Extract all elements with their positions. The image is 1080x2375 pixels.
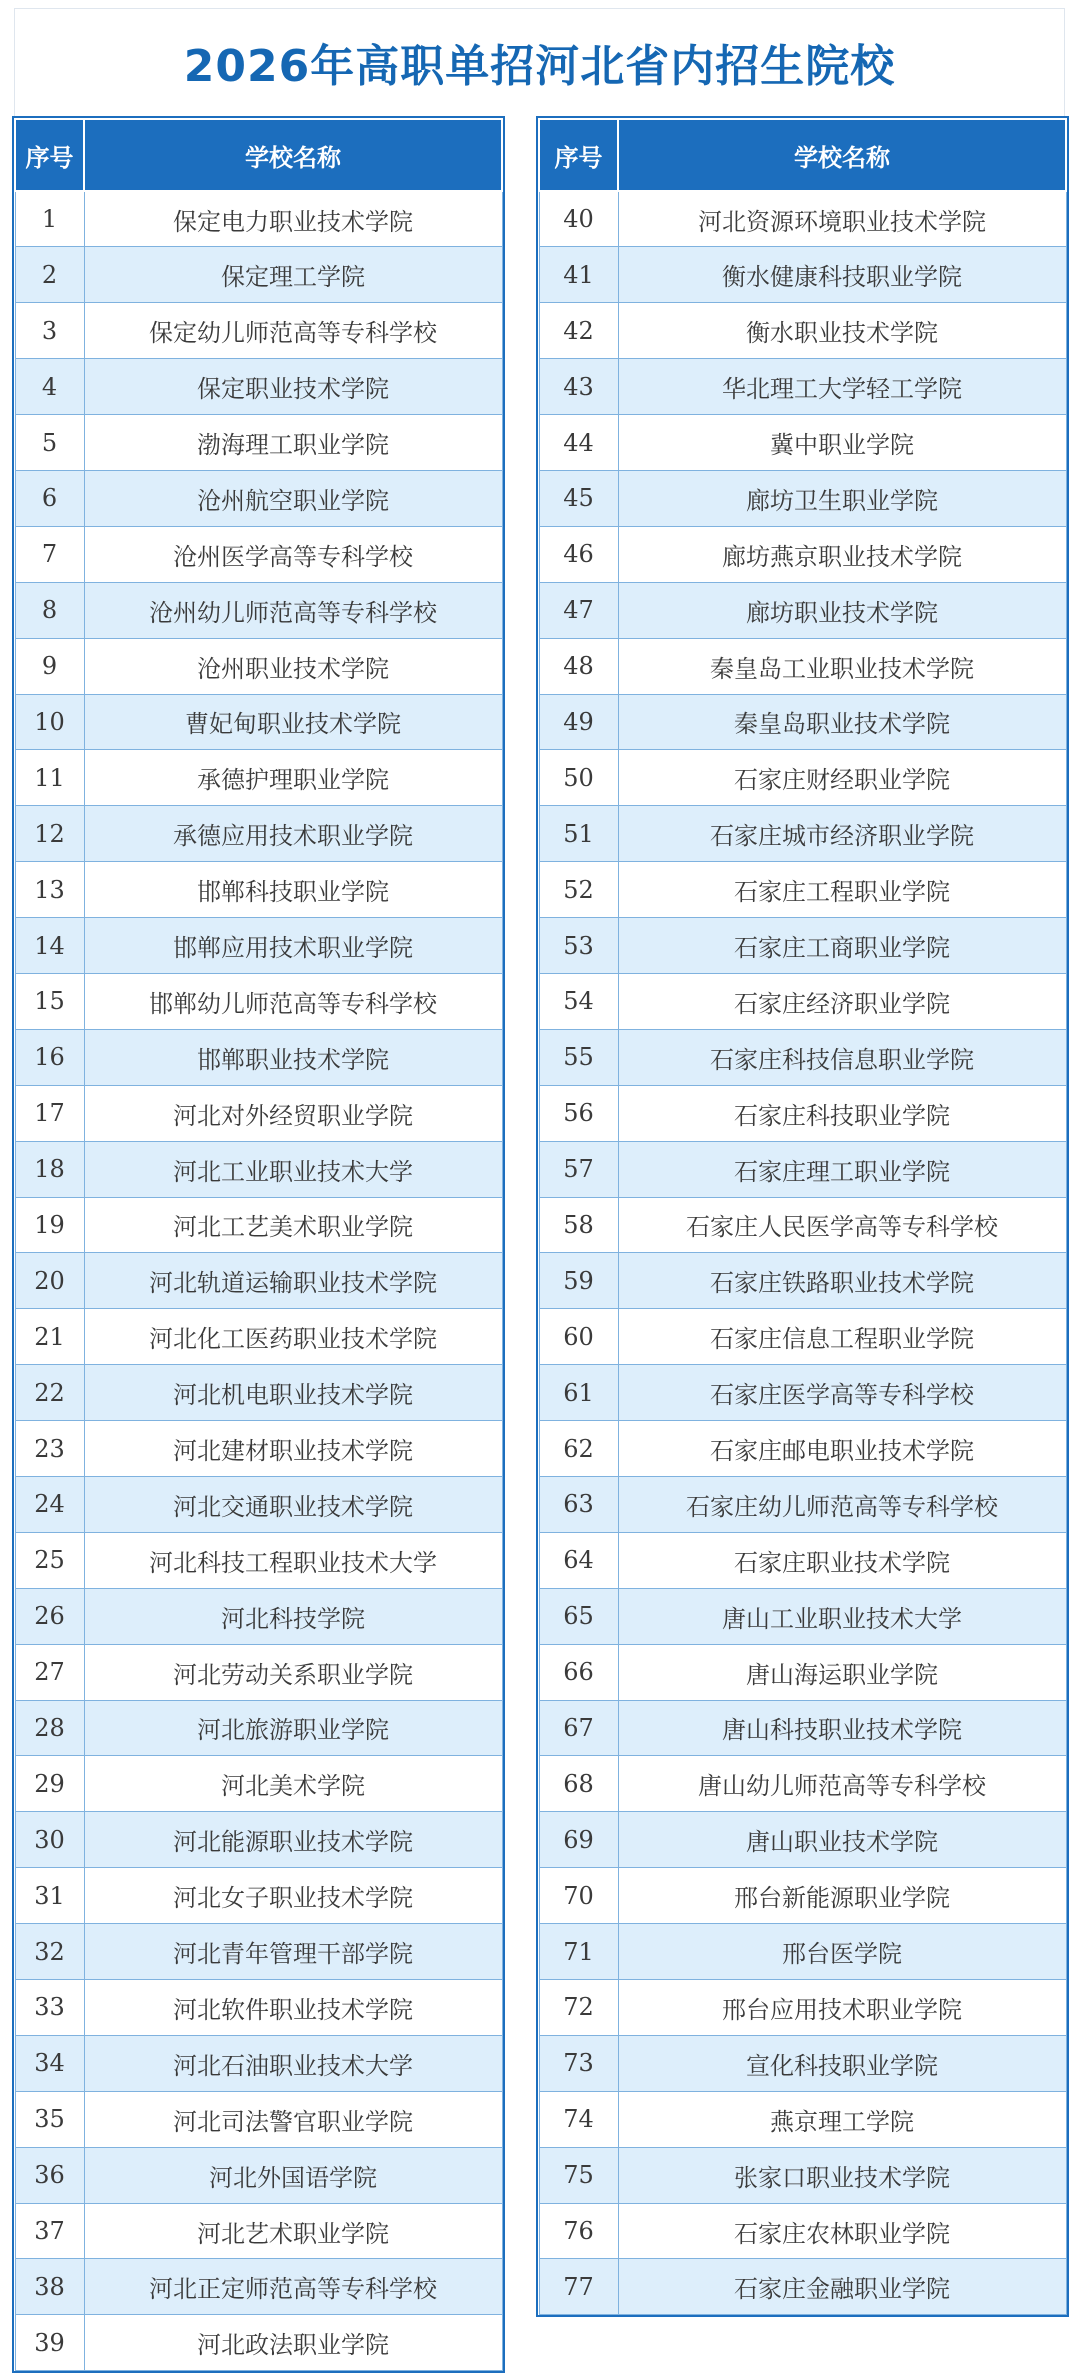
table-row: [539, 1421, 1066, 1477]
school-name: 河北轨道运输职业技术学院: [84, 1253, 502, 1309]
table-row: [15, 415, 502, 471]
school-name: 河北外国语学院: [84, 2147, 502, 2203]
school-name: 石家庄职业技术学院: [618, 1532, 1066, 1588]
row-number: 54: [539, 973, 618, 1029]
school-name: 冀中职业学院: [618, 415, 1066, 471]
row-number: 51: [539, 806, 618, 862]
row-number: 56: [539, 1085, 618, 1141]
table-row: [539, 359, 1066, 415]
row-number: 48: [539, 638, 618, 694]
row-number: 14: [15, 918, 84, 974]
school-name: 河北劳动关系职业学院: [84, 1644, 502, 1700]
table-row: [15, 1309, 502, 1365]
table-row: [15, 1644, 502, 1700]
table-row: [539, 1476, 1066, 1532]
school-name: 邯郸科技职业学院: [84, 862, 502, 918]
table-row: [15, 359, 502, 415]
school-name: 河北女子职业技术学院: [84, 1868, 502, 1924]
page-title: 2026年高职单招河北省内招生院校: [183, 41, 896, 92]
school-name: 石家庄科技职业学院: [618, 1085, 1066, 1141]
school-name: 保定电力职业技术学院: [84, 191, 502, 247]
school-table-left: [14, 118, 503, 2371]
school-name: 石家庄邮电职业技术学院: [618, 1421, 1066, 1477]
row-number: 55: [539, 1029, 618, 1085]
title-box: [14, 8, 1065, 116]
table-row: [539, 1532, 1066, 1588]
school-name: 河北工艺美术职业学院: [84, 1197, 502, 1253]
school-name: 石家庄城市经济职业学院: [618, 806, 1066, 862]
school-name: 宣化科技职业学院: [618, 2035, 1066, 2091]
school-name: 河北机电职业技术学院: [84, 1365, 502, 1421]
row-number: 73: [539, 2035, 618, 2091]
row-number: 59: [539, 1253, 618, 1309]
school-name: 邯郸应用技术职业学院: [84, 918, 502, 974]
school-name: 沧州医学高等专科学校: [84, 526, 502, 582]
school-name: 沧州职业技术学院: [84, 638, 502, 694]
school-name: 保定理工学院: [84, 247, 502, 303]
school-name: 石家庄理工职业学院: [618, 1141, 1066, 1197]
table-row: [15, 973, 502, 1029]
table-row: [15, 1029, 502, 1085]
row-number: 29: [15, 1756, 84, 1812]
row-number: 69: [539, 1812, 618, 1868]
table-row: [539, 1029, 1066, 1085]
row-number: 61: [539, 1365, 618, 1421]
table-row: [539, 415, 1066, 471]
school-name: 河北司法警官职业学院: [84, 2091, 502, 2147]
row-number: 17: [15, 1085, 84, 1141]
row-number: 77: [539, 2259, 618, 2315]
row-number: 16: [15, 1029, 84, 1085]
school-name: 河北旅游职业学院: [84, 1700, 502, 1756]
row-number: 24: [15, 1476, 84, 1532]
row-number: 2: [15, 247, 84, 303]
row-number: 74: [539, 2091, 618, 2147]
row-number: 49: [539, 694, 618, 750]
table-row: [539, 582, 1066, 638]
row-number: 22: [15, 1365, 84, 1421]
row-number: 67: [539, 1700, 618, 1756]
table-row: [539, 2259, 1066, 2315]
row-number: 18: [15, 1141, 84, 1197]
school-name: 燕京理工学院: [618, 2091, 1066, 2147]
table-row: [15, 1868, 502, 1924]
row-number: 10: [15, 694, 84, 750]
row-number: 76: [539, 2203, 618, 2259]
school-name: 石家庄科技信息职业学院: [618, 1029, 1066, 1085]
school-name: 秦皇岛工业职业技术学院: [618, 638, 1066, 694]
row-number: 43: [539, 359, 618, 415]
table-row: [15, 638, 502, 694]
row-number: 44: [539, 415, 618, 471]
school-name: 河北政法职业学院: [84, 2315, 502, 2371]
table-row: [15, 2091, 502, 2147]
school-name: 河北科技工程职业技术大学: [84, 1532, 502, 1588]
school-name: 河北对外经贸职业学院: [84, 1085, 502, 1141]
school-name: 河北软件职业技术学院: [84, 1980, 502, 2036]
school-name: 石家庄幼儿师范高等专科学校: [618, 1476, 1066, 1532]
row-number: 42: [539, 303, 618, 359]
table-row: [539, 918, 1066, 974]
table-row: [15, 1756, 502, 1812]
table-row: [15, 862, 502, 918]
table-row: [539, 247, 1066, 303]
row-number: 31: [15, 1868, 84, 1924]
row-number: 75: [539, 2147, 618, 2203]
table-row: [539, 1085, 1066, 1141]
table-row: [15, 806, 502, 862]
table-row: [539, 1588, 1066, 1644]
school-name: 河北科技学院: [84, 1588, 502, 1644]
school-name: 石家庄经济职业学院: [618, 973, 1066, 1029]
table-row: [539, 1141, 1066, 1197]
school-name: 邯郸职业技术学院: [84, 1029, 502, 1085]
table-row: [539, 638, 1066, 694]
row-number: 19: [15, 1197, 84, 1253]
table-row: [15, 1476, 502, 1532]
row-number: 50: [539, 750, 618, 806]
row-number: 4: [15, 359, 84, 415]
table-row: [539, 1980, 1066, 2036]
table-row: [15, 582, 502, 638]
row-number: 71: [539, 1924, 618, 1980]
row-number: 58: [539, 1197, 618, 1253]
school-name: 承德护理职业学院: [84, 750, 502, 806]
row-number: 9: [15, 638, 84, 694]
row-number: 15: [15, 973, 84, 1029]
table-row: [15, 1085, 502, 1141]
table-row: [15, 1197, 502, 1253]
school-name: 石家庄金融职业学院: [618, 2259, 1066, 2315]
table-row: [15, 1812, 502, 1868]
table-row: [539, 470, 1066, 526]
column-header-school-name: 学校名称: [618, 119, 1066, 191]
row-number: 39: [15, 2315, 84, 2371]
school-name: 石家庄农林职业学院: [618, 2203, 1066, 2259]
school-name: 石家庄铁路职业技术学院: [618, 1253, 1066, 1309]
table-row: [15, 191, 502, 247]
table-row: [539, 973, 1066, 1029]
table-row: [539, 2203, 1066, 2259]
table-row: [15, 694, 502, 750]
table-row: [15, 470, 502, 526]
table-row: [539, 806, 1066, 862]
row-number: 35: [15, 2091, 84, 2147]
table-row: [15, 1588, 502, 1644]
school-name: 河北艺术职业学院: [84, 2203, 502, 2259]
school-name: 石家庄财经职业学院: [618, 750, 1066, 806]
row-number: 36: [15, 2147, 84, 2203]
table-row: [539, 191, 1066, 247]
table-row: [539, 303, 1066, 359]
row-number: 52: [539, 862, 618, 918]
table-row: [15, 1700, 502, 1756]
school-name: 沧州航空职业学院: [84, 470, 502, 526]
table-header-row: [539, 119, 1066, 191]
table-row: [539, 694, 1066, 750]
school-name: 张家口职业技术学院: [618, 2147, 1066, 2203]
table-row: [539, 1644, 1066, 1700]
school-name: 河北美术学院: [84, 1756, 502, 1812]
table-row: [539, 1197, 1066, 1253]
row-number: 20: [15, 1253, 84, 1309]
school-name: 廊坊卫生职业学院: [618, 470, 1066, 526]
school-name: 邢台新能源职业学院: [618, 1868, 1066, 1924]
row-number: 47: [539, 582, 618, 638]
row-number: 32: [15, 1924, 84, 1980]
row-number: 1: [15, 191, 84, 247]
table-row: [15, 1365, 502, 1421]
row-number: 64: [539, 1532, 618, 1588]
school-name: 渤海理工职业学院: [84, 415, 502, 471]
table-row: [15, 1532, 502, 1588]
row-number: 25: [15, 1532, 84, 1588]
school-name: 唐山海运职业学院: [618, 1644, 1066, 1700]
school-name: 曹妃甸职业技术学院: [84, 694, 502, 750]
row-number: 13: [15, 862, 84, 918]
row-number: 12: [15, 806, 84, 862]
row-number: 30: [15, 1812, 84, 1868]
school-name: 石家庄信息工程职业学院: [618, 1309, 1066, 1365]
school-name: 邢台应用技术职业学院: [618, 1980, 1066, 2036]
school-name: 沧州幼儿师范高等专科学校: [84, 582, 502, 638]
school-name: 唐山科技职业技术学院: [618, 1700, 1066, 1756]
school-name: 河北工业职业技术大学: [84, 1141, 502, 1197]
table-row: [15, 2203, 502, 2259]
school-name: 河北正定师范高等专科学校: [84, 2259, 502, 2315]
row-number: 7: [15, 526, 84, 582]
school-name: 河北化工医药职业技术学院: [84, 1309, 502, 1365]
row-number: 37: [15, 2203, 84, 2259]
school-name: 唐山幼儿师范高等专科学校: [618, 1756, 1066, 1812]
row-number: 66: [539, 1644, 618, 1700]
table-row: [539, 2091, 1066, 2147]
column-header-number: 序号: [539, 119, 618, 191]
row-number: 23: [15, 1421, 84, 1477]
school-name: 秦皇岛职业技术学院: [618, 694, 1066, 750]
table-row: [15, 2035, 502, 2091]
school-name: 华北理工大学轻工学院: [618, 359, 1066, 415]
table-row: [15, 1421, 502, 1477]
table-row: [539, 1812, 1066, 1868]
school-name: 邢台医学院: [618, 1924, 1066, 1980]
school-name: 石家庄工商职业学院: [618, 918, 1066, 974]
column-header-school-name: 学校名称: [84, 119, 502, 191]
table-row: [539, 862, 1066, 918]
table-row: [15, 750, 502, 806]
school-name: 石家庄医学高等专科学校: [618, 1365, 1066, 1421]
table-row: [15, 303, 502, 359]
school-name: 石家庄人民医学高等专科学校: [618, 1197, 1066, 1253]
school-name: 唐山职业技术学院: [618, 1812, 1066, 1868]
row-number: 41: [539, 247, 618, 303]
table-row: [539, 1756, 1066, 1812]
table-row: [539, 750, 1066, 806]
table-row: [15, 2259, 502, 2315]
row-number: 45: [539, 470, 618, 526]
school-name: 廊坊燕京职业技术学院: [618, 526, 1066, 582]
table-body-right: [539, 191, 1066, 2315]
table-row: [539, 1924, 1066, 1980]
table-row: [15, 526, 502, 582]
school-name: 河北能源职业技术学院: [84, 1812, 502, 1868]
school-name: 邯郸幼儿师范高等专科学校: [84, 973, 502, 1029]
row-number: 40: [539, 191, 618, 247]
table-row: [15, 247, 502, 303]
school-name: 河北交通职业技术学院: [84, 1476, 502, 1532]
row-number: 70: [539, 1868, 618, 1924]
school-name: 衡水健康科技职业学院: [618, 247, 1066, 303]
row-number: 60: [539, 1309, 618, 1365]
table-row: [15, 1924, 502, 1980]
school-name: 石家庄工程职业学院: [618, 862, 1066, 918]
row-number: 53: [539, 918, 618, 974]
school-name: 河北资源环境职业技术学院: [618, 191, 1066, 247]
school-name: 廊坊职业技术学院: [618, 582, 1066, 638]
table-row: [539, 526, 1066, 582]
table-row: [539, 2035, 1066, 2091]
school-name: 河北建材职业技术学院: [84, 1421, 502, 1477]
row-number: 3: [15, 303, 84, 359]
table-row: [539, 1309, 1066, 1365]
school-name: 衡水职业技术学院: [618, 303, 1066, 359]
school-name: 保定职业技术学院: [84, 359, 502, 415]
row-number: 63: [539, 1476, 618, 1532]
row-number: 72: [539, 1980, 618, 2036]
table-row: [539, 2147, 1066, 2203]
table-body-left: [15, 191, 502, 2371]
row-number: 11: [15, 750, 84, 806]
table-row: [15, 1141, 502, 1197]
row-number: 5: [15, 415, 84, 471]
school-name: 河北石油职业技术大学: [84, 2035, 502, 2091]
school-name: 承德应用技术职业学院: [84, 806, 502, 862]
table-row: [15, 2147, 502, 2203]
row-number: 26: [15, 1588, 84, 1644]
row-number: 27: [15, 1644, 84, 1700]
table-row: [539, 1868, 1066, 1924]
school-name: 保定幼儿师范高等专科学校: [84, 303, 502, 359]
school-table-right: [538, 118, 1067, 2315]
row-number: 33: [15, 1980, 84, 2036]
row-number: 38: [15, 2259, 84, 2315]
row-number: 28: [15, 1700, 84, 1756]
row-number: 21: [15, 1309, 84, 1365]
row-number: 68: [539, 1756, 618, 1812]
row-number: 62: [539, 1421, 618, 1477]
school-name: 唐山工业职业技术大学: [618, 1588, 1066, 1644]
table-row: [539, 1700, 1066, 1756]
row-number: 34: [15, 2035, 84, 2091]
row-number: 8: [15, 582, 84, 638]
school-name: 河北青年管理干部学院: [84, 1924, 502, 1980]
table-row: [15, 918, 502, 974]
table-header-row: [15, 119, 502, 191]
row-number: 6: [15, 470, 84, 526]
table-row: [539, 1365, 1066, 1421]
table-row: [15, 1253, 502, 1309]
column-header-number: 序号: [15, 119, 84, 191]
table-row: [539, 1253, 1066, 1309]
row-number: 46: [539, 526, 618, 582]
row-number: 65: [539, 1588, 618, 1644]
row-number: 57: [539, 1141, 618, 1197]
table-row: [15, 1980, 502, 2036]
table-row: [15, 2315, 502, 2371]
